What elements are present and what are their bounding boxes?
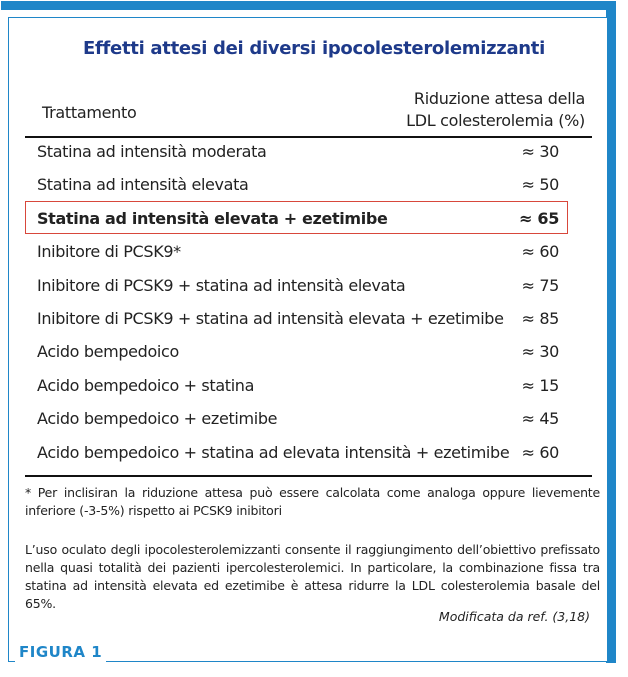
column-header-reduction bbox=[395, 88, 585, 132]
treatment-cell: Acido bempedoico + ezetimibe bbox=[37, 409, 278, 429]
column-header-reduction-line2: LDL colesterolemia (%) bbox=[406, 111, 585, 130]
reduction-cell: ≈ 60 bbox=[521, 242, 559, 262]
table-row bbox=[25, 336, 592, 369]
treatment-cell: Acido bempedoico + statina ad elevata intensità + ezetimibe bbox=[37, 442, 510, 462]
treatment-cell: Inibitore di PCSK9 + statina ad intensità elevata bbox=[37, 275, 406, 295]
treatment-cell: Statina ad intensità moderata bbox=[37, 142, 267, 161]
table-row bbox=[25, 303, 592, 336]
table-bottom-rule bbox=[25, 475, 592, 477]
footnote: * Per inclisiran la riduzione attesa può essere calcolata come analoga oppure lievemente inferiore (-3-5%) rispetto ai PCSK9 inibitori bbox=[25, 485, 600, 518]
reduction-cell: ≈ 30 bbox=[521, 342, 559, 362]
reduction-cell: ≈ 45 bbox=[521, 409, 559, 429]
reduction-cell: ≈ 75 bbox=[521, 275, 559, 295]
reduction-cell: ≈ 65 bbox=[519, 208, 559, 228]
table-row bbox=[25, 403, 592, 436]
reduction-cell: ≈ 60 bbox=[521, 442, 559, 462]
table-row-highlighted bbox=[25, 203, 592, 236]
source-note: Modificata da ref. (3,18) bbox=[438, 609, 590, 624]
summary-paragraph: L’uso oculato degli ipocolesterolemizzanti consente il raggiungimento dell’obiettivo prefissato nella quasi totalità dei pazienti ipercolesterolemici. In particolare, la combinazione fissa tra statina ad intensità elevata ed ezetimibe è attesa ridurre la LDL colesterolemia basale del 65%. bbox=[25, 542, 600, 611]
treatment-cell: Statina ad intensità elevata + ezetimibe bbox=[37, 208, 388, 228]
column-header-treatment: Trattamento bbox=[42, 103, 137, 122]
treatment-cell: Inibitore di PCSK9* bbox=[37, 242, 181, 262]
table-row bbox=[25, 136, 592, 169]
treatment-cell: Statina ad intensità elevata bbox=[37, 175, 249, 195]
reduction-cell: ≈ 30 bbox=[521, 142, 559, 161]
table-row bbox=[25, 370, 592, 403]
figure-title: Effetti attesi dei diversi ipocolesterolemizzanti bbox=[83, 38, 545, 59]
table-row bbox=[25, 236, 592, 269]
reduction-cell: ≈ 15 bbox=[521, 375, 559, 395]
table-row bbox=[25, 437, 592, 470]
column-header-reduction-line1: Riduzione attesa della bbox=[413, 89, 585, 108]
table-row bbox=[25, 270, 592, 303]
table-row bbox=[25, 169, 592, 202]
treatment-cell: Acido bempedoico bbox=[37, 342, 179, 362]
figure-label: FIGURA 1 bbox=[15, 640, 106, 663]
treatment-cell: Inibitore di PCSK9 + statina ad intensità elevata + ezetimibe bbox=[37, 309, 504, 328]
treatment-cell: Acido bempedoico + statina bbox=[37, 375, 255, 395]
reduction-cell: ≈ 85 bbox=[521, 309, 559, 328]
reduction-cell: ≈ 50 bbox=[521, 175, 559, 195]
